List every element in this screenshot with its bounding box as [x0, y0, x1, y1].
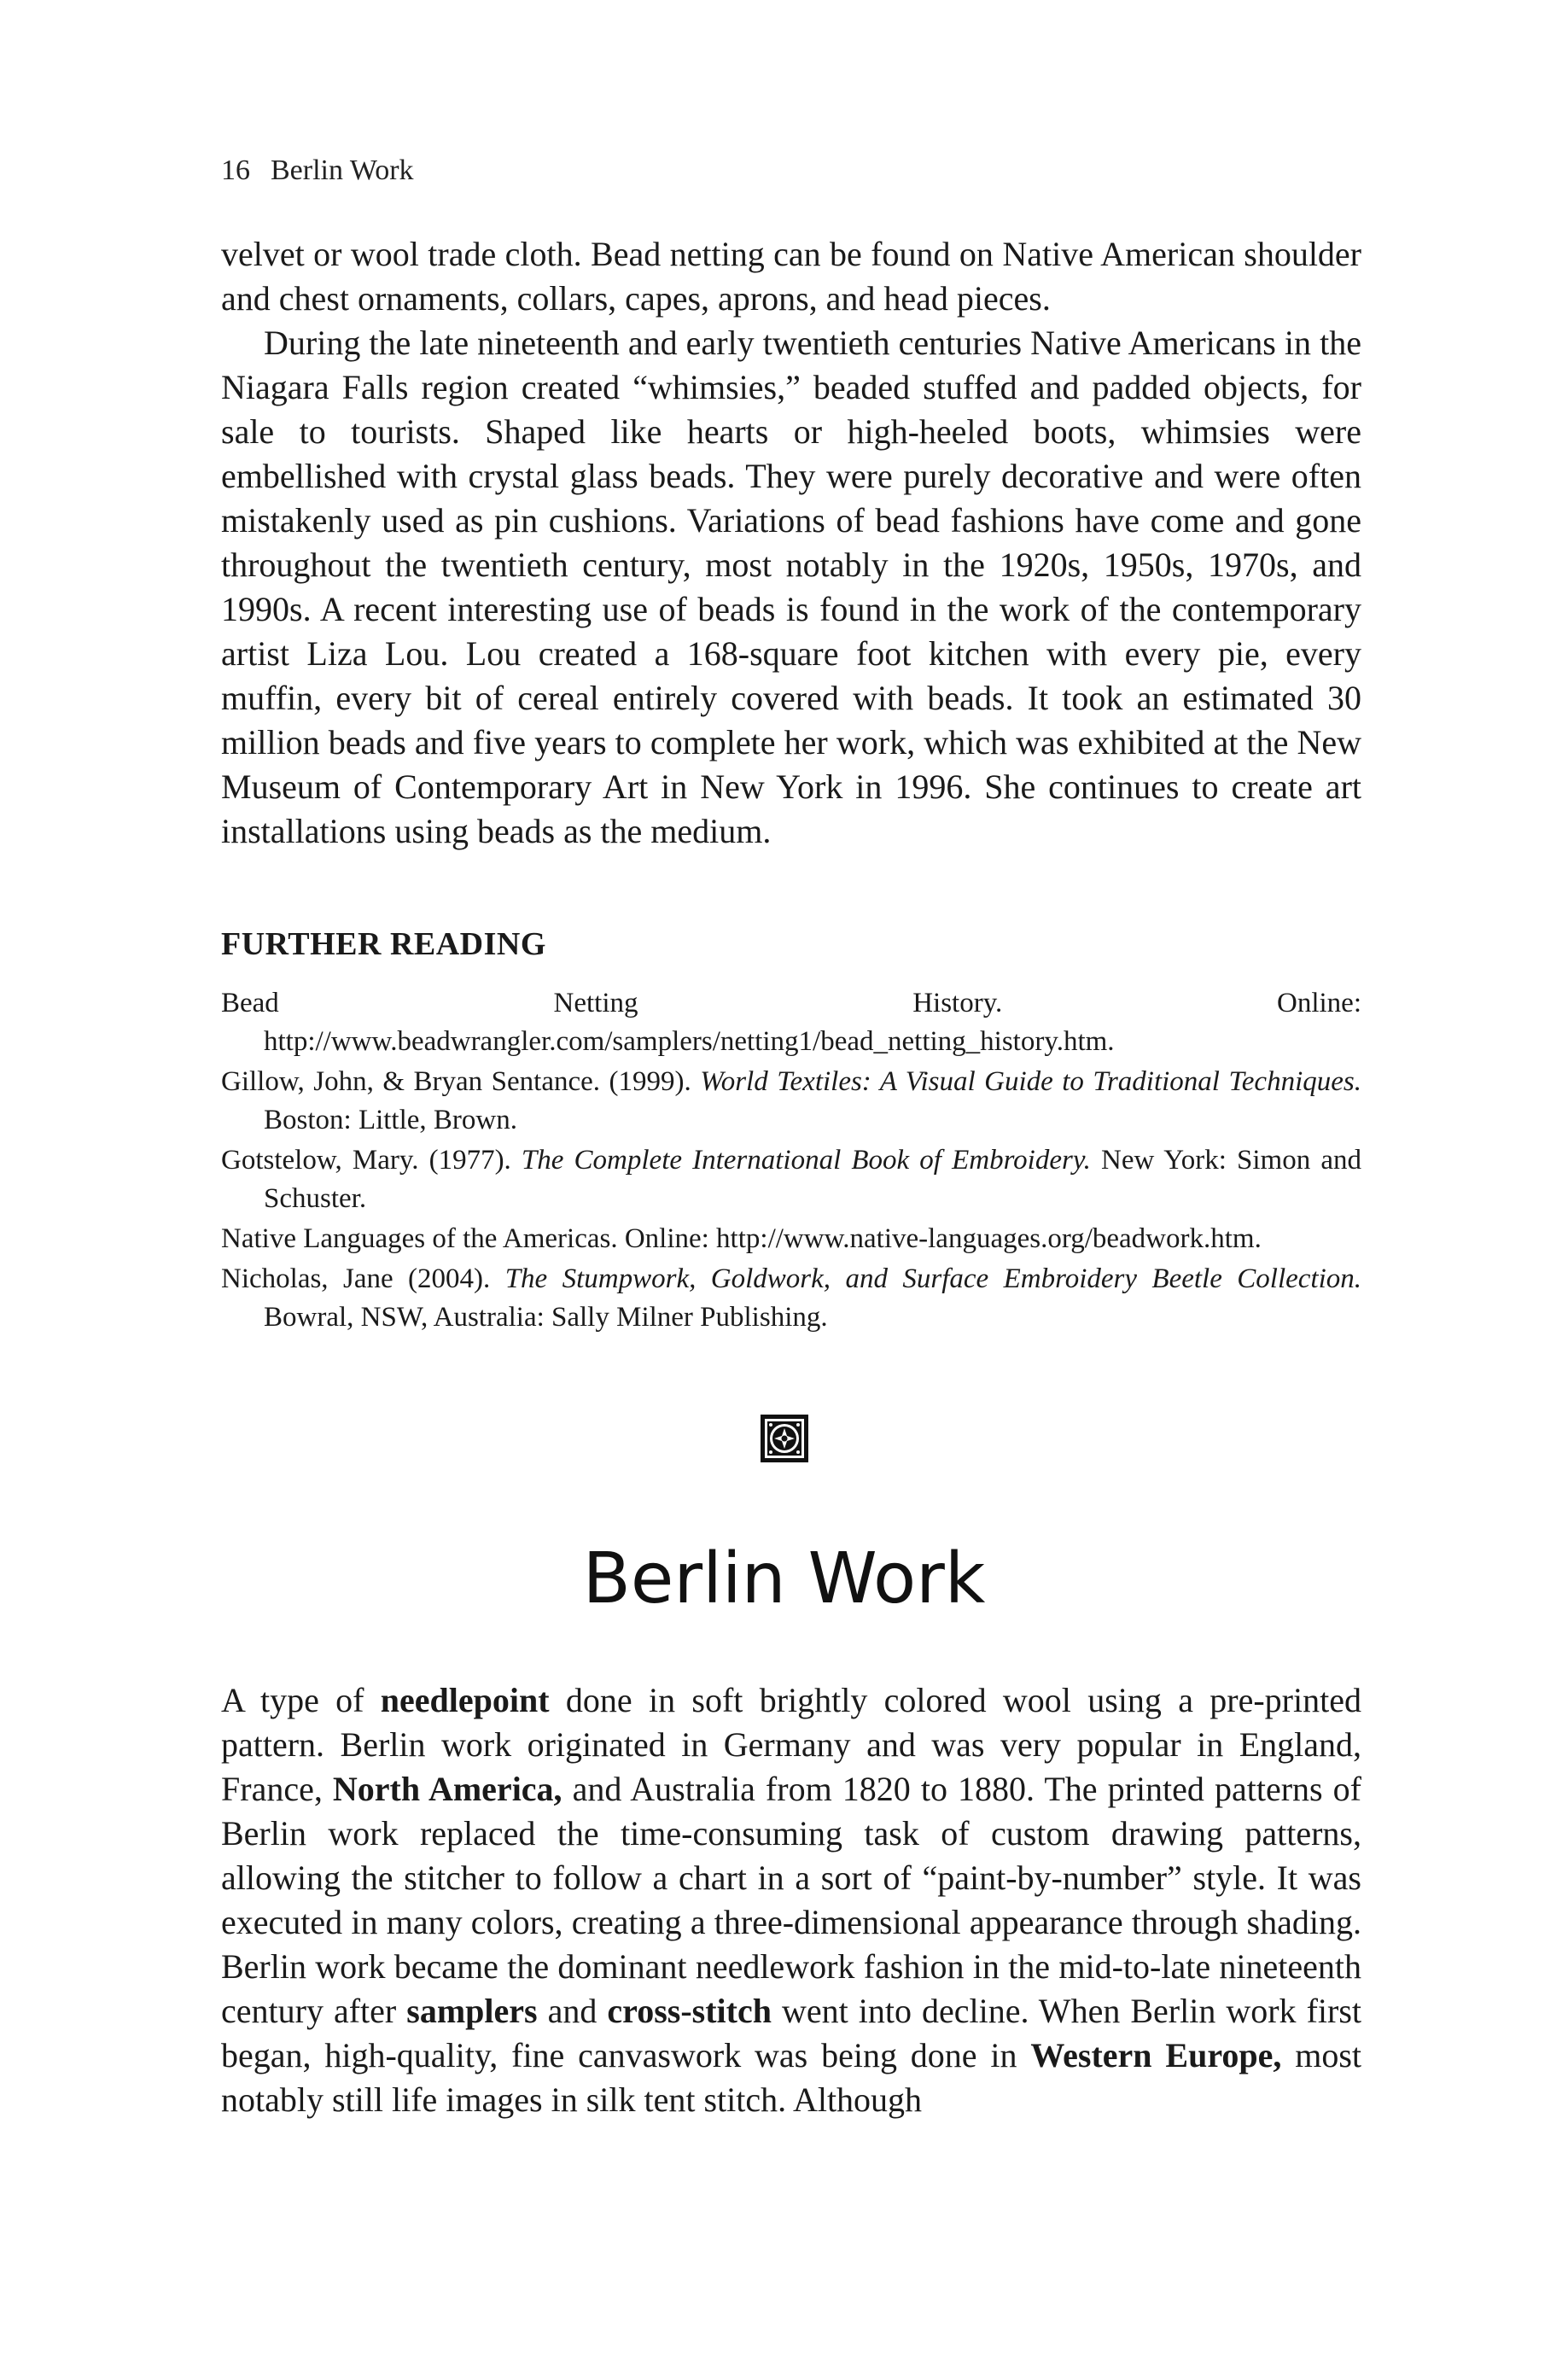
cross-reference: needlepoint [380, 1681, 550, 1719]
reference-book-title: The Complete International Book of Embroidery. [521, 1145, 1091, 1176]
running-head [221, 154, 414, 188]
reference-text: Nicholas, Jane (2004). [221, 1263, 505, 1294]
intro-paragraph-1: velvet or wool trade cloth. Bead netting can be found on Native American shoulder and chest ornaments, collars, capes, aprons, and head pieces. [221, 235, 1361, 318]
intro-paragraph-2: During the late nineteenth and early twentieth centuries Native Americans in the Niagara Falls region created “whimsies,” beaded stuffed and padded objects, for sale to tourists. Shaped like hearts or high-heeled boots, whimsies were embellished with crystal glass beads. They were purely decorative and were often mistakenly used as pin cushions. Variations of bead fashions have come and gone throughout the twentieth century, most notably in the 1920s, 1950s, 1970s, and 1990s. A recent interesting use of beads is found in the work of the contemporary artist Liza Lou. Lou created a 168-square foot kitchen with every pie, every muffin, every bit of cereal entirely covered with beads. It took an estimated 30 million beads and five years to complete her work, which was exhibited at the New Museum of Contemporary Art in New York in 1996. She continues to create art installations using beads as the medium. [221, 324, 1361, 850]
reference-text: Native Languages of the Americas. Online: http://www.native-languages.org/beadwork.htm. [221, 1223, 1262, 1254]
reference-publisher: Bowral, NSW, Australia: Sally Milner Publishing. [264, 1302, 828, 1333]
entry-title: Berlin Work [582, 1538, 986, 1619]
entry-body [221, 1678, 1361, 2122]
reference-item [221, 984, 1361, 1061]
page-number: 16 [221, 155, 250, 186]
reference-item [221, 1141, 1361, 1218]
section-ornament-icon [759, 1413, 810, 1464]
reference-item [221, 1063, 1361, 1140]
reference-text: Bead Netting History. Online: http://www.beadwrangler.com/samplers/netting1/bead_netting_history.htm. [221, 988, 1361, 1057]
reference-item [221, 1220, 1361, 1258]
running-title: Berlin Work [271, 155, 414, 186]
reference-book-title: World Textiles: A Visual Guide to Traditional Techniques. [700, 1066, 1361, 1097]
intro-text [221, 232, 1361, 854]
reference-item [221, 1260, 1361, 1337]
cross-reference: samplers [406, 1992, 538, 2030]
cross-reference: North America, [332, 1770, 562, 1808]
entry-paragraph: A type of needlepoint done in soft brightly colored wool using a pre-printed pattern. Berlin work originated in Germany and was very popular in England, France, North America, and Australia from 1820 to 1880. The printed patterns of Berlin work replaced the time-consuming task of custom drawing patterns, allowing the stitcher to follow a chart in a sort of “paint-by-number” style. It was executed in many colors, creating a three-dimensional appearance through shading. Berlin work became the dominant needlework fashion in the mid-to-late nineteenth century after samplers and cross-stitch went into decline. When Berlin work first began, high-quality, fine canvaswork was being done in Western Europe, most notably still life images in silk tent stitch. Although [221, 1681, 1362, 2119]
cross-reference: Western Europe, [1030, 2036, 1282, 2074]
reference-text: Gotstelow, Mary. (1977). [221, 1145, 522, 1176]
reference-list [221, 984, 1361, 1339]
cross-reference: cross-stitch [607, 1992, 772, 2030]
reference-publisher: New York: Simon and Schuster. [264, 1145, 1361, 1214]
reference-book-title: The Stumpwork, Goldwork, and Surface Embroidery Beetle Collection. [504, 1263, 1361, 1294]
reference-text: Gillow, John, & Bryan Sentance. (1999). [221, 1066, 701, 1097]
further-reading-heading: FURTHER READING [221, 926, 546, 962]
reference-publisher: Boston: Little, Brown. [264, 1105, 517, 1135]
